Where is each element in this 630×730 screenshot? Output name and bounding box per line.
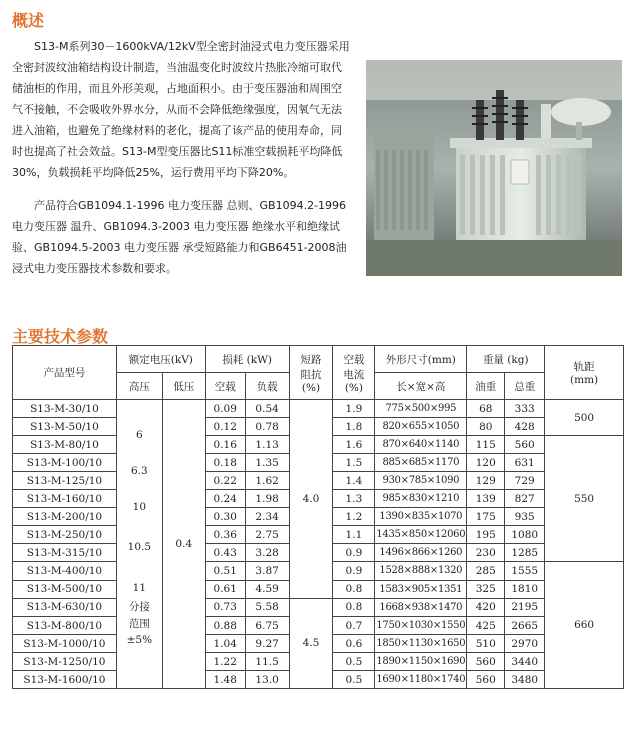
load-loss-cell: 0.78	[245, 418, 289, 436]
no-load-loss-cell: 1.04	[205, 635, 245, 653]
header-loss: 损耗 (kW)	[205, 346, 289, 373]
gauge-cell: 500	[545, 400, 624, 436]
oil-weight-cell: 560	[467, 653, 505, 671]
model-cell: S13-M-200/10	[13, 508, 117, 526]
no-load-loss-cell: 0.18	[205, 454, 245, 472]
header-total-weight: 总重	[505, 373, 545, 400]
load-loss-cell: 3.28	[245, 544, 289, 562]
no-load-loss-cell: 0.43	[205, 544, 245, 562]
oil-weight-cell: 510	[467, 635, 505, 653]
no-load-loss-cell: 1.48	[205, 671, 245, 689]
dims-cell: 775×500×995	[375, 400, 467, 418]
header-rated-voltage: 额定电压(kV)	[116, 346, 205, 373]
model-cell: S13-M-30/10	[13, 400, 117, 418]
header-no-load-loss: 空载	[205, 373, 245, 400]
model-cell: S13-M-800/10	[13, 617, 117, 635]
no-load-current-cell: 1.3	[333, 490, 375, 508]
dims-cell: 1496×866×1260	[375, 544, 467, 562]
hv-value: 11	[132, 582, 147, 594]
no-load-current-cell: 0.5	[333, 671, 375, 689]
model-cell: S13-M-400/10	[13, 562, 117, 580]
total-weight-cell: 935	[505, 508, 545, 526]
total-weight-cell: 3440	[505, 653, 545, 671]
hv-cell	[116, 400, 162, 689]
model-cell: S13-M-315/10	[13, 544, 117, 562]
no-load-current-cell: 1.1	[333, 526, 375, 544]
no-load-loss-cell: 0.36	[205, 526, 245, 544]
model-cell: S13-M-1600/10	[13, 671, 117, 689]
no-load-current-cell: 0.8	[333, 580, 375, 598]
no-load-current-cell: 0.7	[333, 617, 375, 635]
dims-cell: 820×655×1050	[375, 418, 467, 436]
header-row-1	[13, 346, 624, 373]
oil-weight-cell: 139	[467, 490, 505, 508]
total-weight-cell: 333	[505, 400, 545, 418]
no-load-current-cell: 0.5	[333, 653, 375, 671]
no-load-loss-cell: 1.22	[205, 653, 245, 671]
model-cell: S13-M-50/10	[13, 418, 117, 436]
no-load-current-cell: 1.9	[333, 400, 375, 418]
gauge-cell: 660	[545, 562, 624, 689]
dims-cell: 1750×1030×1550	[375, 617, 467, 635]
load-loss-cell: 6.75	[245, 617, 289, 635]
header-dims-sub: 长×宽×高	[375, 373, 467, 400]
total-weight-cell: 560	[505, 436, 545, 454]
load-loss-cell: 1.62	[245, 472, 289, 490]
no-load-loss-cell: 0.88	[205, 617, 245, 635]
model-cell: S13-M-160/10	[13, 490, 117, 508]
model-cell: S13-M-1250/10	[13, 653, 117, 671]
header-no-load-current: 空载 电流 (%)	[333, 346, 375, 400]
overview-text	[12, 36, 350, 291]
dims-cell: 870×640×1140	[375, 436, 467, 454]
oil-weight-cell: 230	[467, 544, 505, 562]
dims-cell: 1890×1150×1690	[375, 653, 467, 671]
no-load-current-cell: 1.2	[333, 508, 375, 526]
header-impedance: 短路 阻抗 (%)	[289, 346, 333, 400]
total-weight-cell: 827	[505, 490, 545, 508]
header-hv: 高压	[116, 373, 162, 400]
no-load-current-cell: 0.8	[333, 598, 375, 616]
total-weight-cell: 631	[505, 454, 545, 472]
hv-value: 范围	[128, 618, 150, 630]
no-load-current-cell: 0.9	[333, 562, 375, 580]
header-gauge: 轨距 (mm)	[545, 346, 624, 400]
load-loss-cell: 2.34	[245, 508, 289, 526]
no-load-loss-cell: 0.16	[205, 436, 245, 454]
total-weight-cell: 1080	[505, 526, 545, 544]
header-weight: 重量 (kg)	[467, 346, 545, 373]
dims-cell: 1850×1130×1650	[375, 635, 467, 653]
specs-title: 主要技术参数	[12, 327, 109, 346]
no-load-current-cell: 1.5	[333, 454, 375, 472]
oil-weight-cell: 115	[467, 436, 505, 454]
dims-cell: 1583×905×1351	[375, 580, 467, 598]
hv-value: 6.3	[131, 465, 148, 477]
hv-value: 10	[132, 501, 147, 513]
table-row	[13, 400, 624, 418]
dims-cell: 985×830×1210	[375, 490, 467, 508]
model-cell: S13-M-100/10	[13, 454, 117, 472]
impedance-cell: 4.5	[289, 598, 333, 688]
no-load-loss-cell: 0.12	[205, 418, 245, 436]
load-loss-cell: 1.13	[245, 436, 289, 454]
model-cell: S13-M-630/10	[13, 598, 117, 616]
hv-value: 10.5	[127, 541, 152, 553]
load-loss-cell: 2.75	[245, 526, 289, 544]
dims-cell: 1528×888×1320	[375, 562, 467, 580]
dims-cell: 1668×938×1470	[375, 598, 467, 616]
no-load-loss-cell: 0.24	[205, 490, 245, 508]
overview-paragraph-1: S13-M系列30－1600kVA/12kV型全密封油浸式电力变压器采用全密封波纹油箱结构设计制造，当油温变化时波纹片热胀冷缩可取代储油柜的作用，而且外形美观，占地面积小。由于变压器油和周围空气不接触，不会吸收外界水分，从而不会降低绝缘强度，因氧气无法进入油箱，也避免了绝缘材料的老化，提高了该产品的使用寿命，同时也提高了社会效益。S13-M型变压器比S11标准空载损耗平均降低30%，负载损耗平均降低25%，运行费用平均下降20%。	[12, 40, 350, 179]
no-load-loss-cell: 0.51	[205, 562, 245, 580]
dims-cell: 930×785×1090	[375, 472, 467, 490]
model-cell: S13-M-125/10	[13, 472, 117, 490]
total-weight-cell: 3480	[505, 671, 545, 689]
no-load-current-cell: 0.6	[333, 635, 375, 653]
load-loss-cell: 1.35	[245, 454, 289, 472]
oil-weight-cell: 120	[467, 454, 505, 472]
hv-value: ±5%	[126, 634, 153, 646]
total-weight-cell: 1810	[505, 580, 545, 598]
total-weight-cell: 2970	[505, 635, 545, 653]
oil-weight-cell: 420	[467, 598, 505, 616]
hv-value: 6	[136, 429, 143, 441]
no-load-loss-cell: 0.09	[205, 400, 245, 418]
no-load-current-cell: 0.9	[333, 544, 375, 562]
total-weight-cell: 2195	[505, 598, 545, 616]
total-weight-cell: 1555	[505, 562, 545, 580]
table-row	[13, 598, 624, 616]
no-load-loss-cell: 0.61	[205, 580, 245, 598]
no-load-current-cell: 1.6	[333, 436, 375, 454]
oil-weight-cell: 80	[467, 418, 505, 436]
load-loss-cell: 13.0	[245, 671, 289, 689]
impedance-cell: 4.0	[289, 400, 333, 599]
dims-cell: 885×685×1170	[375, 454, 467, 472]
total-weight-cell: 428	[505, 418, 545, 436]
oil-weight-cell: 175	[467, 508, 505, 526]
total-weight-cell: 729	[505, 472, 545, 490]
oil-weight-cell: 425	[467, 617, 505, 635]
load-loss-cell: 3.87	[245, 562, 289, 580]
load-loss-cell: 11.5	[245, 653, 289, 671]
overview-paragraph-2: 产品符合GB1094.1-1996 电力变压器 总则、GB1094.2-1996电力变压器 温升、GB1094.3-2003 电力变压器 绝缘水平和绝缘试验、GB1094.5-2003 电力变压器 承受短路能力和GB6451-2008油浸式电力变压器技术参数和要求。	[12, 199, 347, 275]
no-load-loss-cell: 0.22	[205, 472, 245, 490]
header-model: 产品型号	[13, 346, 117, 400]
transformer-photo	[366, 60, 622, 276]
header-oil-weight: 油重	[467, 373, 505, 400]
no-load-current-cell: 1.4	[333, 472, 375, 490]
model-cell: S13-M-500/10	[13, 580, 117, 598]
header-dims: 外形尺寸(mm)	[375, 346, 467, 373]
load-loss-cell: 4.59	[245, 580, 289, 598]
header-lv: 低压	[162, 373, 205, 400]
oil-weight-cell: 129	[467, 472, 505, 490]
oil-weight-cell: 285	[467, 562, 505, 580]
load-loss-cell: 0.54	[245, 400, 289, 418]
load-loss-cell: 1.98	[245, 490, 289, 508]
load-loss-cell: 9.27	[245, 635, 289, 653]
header-load-loss: 负载	[245, 373, 289, 400]
dims-cell: 1435×850×12060	[375, 526, 467, 544]
lv-cell: 0.4	[162, 400, 205, 689]
total-weight-cell: 2665	[505, 617, 545, 635]
oil-weight-cell: 325	[467, 580, 505, 598]
model-cell: S13-M-1000/10	[13, 635, 117, 653]
model-cell: S13-M-250/10	[13, 526, 117, 544]
overview-title: 概述	[12, 11, 45, 30]
load-loss-cell: 5.58	[245, 598, 289, 616]
hv-value: 分接	[128, 601, 150, 613]
specs-table	[12, 345, 624, 689]
oil-weight-cell: 68	[467, 400, 505, 418]
model-cell: S13-M-80/10	[13, 436, 117, 454]
no-load-loss-cell: 0.30	[205, 508, 245, 526]
oil-weight-cell: 560	[467, 671, 505, 689]
gauge-cell: 550	[545, 436, 624, 562]
dims-cell: 1390×835×1070	[375, 508, 467, 526]
total-weight-cell: 1285	[505, 544, 545, 562]
no-load-current-cell: 1.8	[333, 418, 375, 436]
oil-weight-cell: 195	[467, 526, 505, 544]
dims-cell: 1690×1180×1740	[375, 671, 467, 689]
no-load-loss-cell: 0.73	[205, 598, 245, 616]
